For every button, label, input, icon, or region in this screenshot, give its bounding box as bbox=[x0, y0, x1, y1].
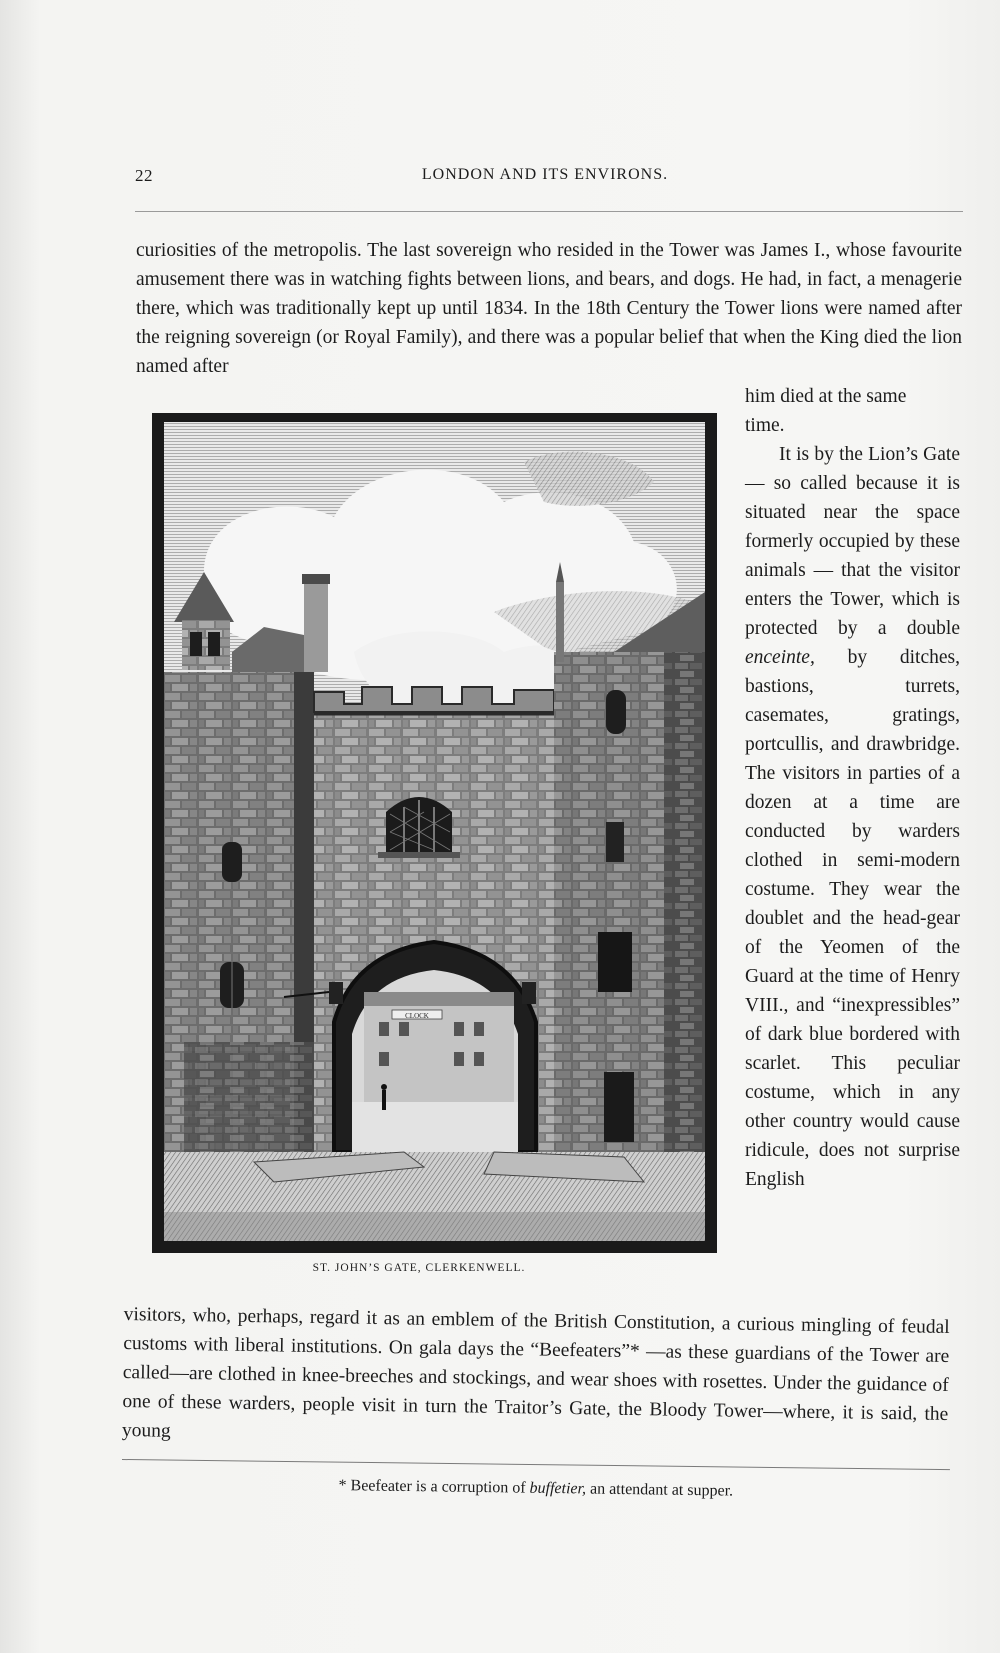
page-number: 22 bbox=[135, 166, 153, 185]
footnote-suffix: an attendant at supper. bbox=[585, 1480, 734, 1500]
bottom-paragraph-block bbox=[122, 1300, 950, 1458]
distant-figure bbox=[382, 1090, 386, 1110]
side-column bbox=[745, 382, 960, 1194]
footnote bbox=[122, 1474, 950, 1504]
side-paragraph-rest: by ditches, bastions, turrets, casemates, gratings, portcullis, and drawbridge. The visitors in parties of a dozen at a time are conducted by warders clothed in semi-modern costume. They wear the doublet and the head-gear of the Yeomen of the Guard at the time of Henry VIII., and “inexpressibles” of dark blue bordered with scarlet. This peculiar costume, which in any other country would cause ridicule, does not surprise English bbox=[745, 647, 960, 1190]
left-tower-window bbox=[222, 842, 242, 882]
side-paragraph bbox=[745, 440, 960, 1194]
header-rule bbox=[135, 211, 963, 212]
st-johns-gate-engraving bbox=[164, 422, 705, 1241]
clock-sign: CLOCK bbox=[405, 1012, 429, 1020]
running-title: LONDON AND ITS ENVIRONS. bbox=[421, 166, 669, 183]
running-head bbox=[135, 166, 965, 192]
footnote-italic: buffetier, bbox=[529, 1479, 587, 1498]
figure-caption: ST. JOHN’S GATE, CLERKENWELL. bbox=[312, 1262, 526, 1274]
top-paragraph-block bbox=[136, 236, 962, 381]
side-line-2: time. bbox=[745, 415, 785, 436]
side-paragraph-start: It is by the Lion’s Gate — so called because it is situated near the space formerly occupied by these animals — that the visitor enters the Tower, which is protected by a double bbox=[745, 444, 960, 639]
italic-enceinte: enceinte, bbox=[745, 647, 815, 668]
footnote-prefix: * Beefeater is a corruption of bbox=[338, 1477, 530, 1497]
side-line-1: him died at the same bbox=[745, 386, 907, 407]
engraving-figure bbox=[152, 413, 717, 1253]
bottom-paragraph: visitors, who, perhaps, regard it as an emblem of the British Constitution, a curious mingling of feudal customs with liberal institutions. On gala days the “Beefeaters”* —as these guardians of the Tower are called—are clothed in knee-breeches and stockings, and wear shoes with rosettes. Under the guidance of one of these warders, people visit in turn the Traitor’s Gate, the Bloody Tower—where, it is said, the young bbox=[121, 1303, 950, 1442]
footnote-rule bbox=[122, 1459, 950, 1470]
top-paragraph: curiosities of the metropolis. The last sovereign who resided in the Tower was James I., whose favourite amusement there was in watching fights between lions, and bears, and dogs. He had, in fact, a menagerie there, which was traditionally kept up until 1834. In the 18th Century the Tower lions were named after the reigning sovereign (or Royal Family), and there was a popular belief that when the King died the lion named after bbox=[136, 240, 962, 377]
